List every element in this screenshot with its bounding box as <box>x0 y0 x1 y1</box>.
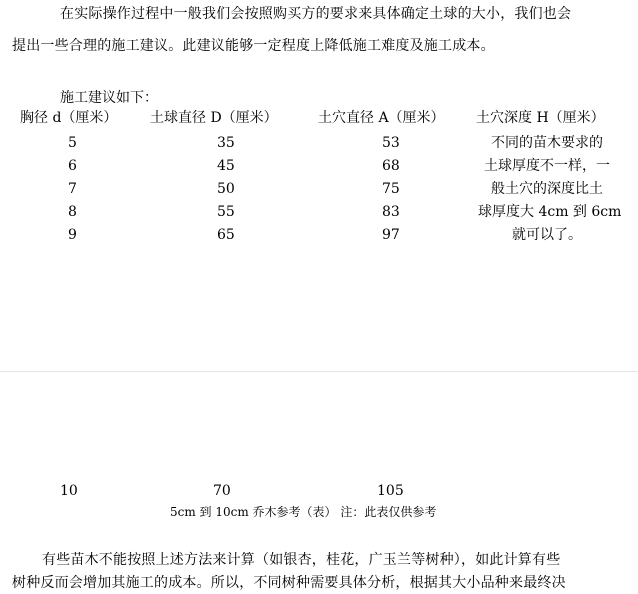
header-trunk-diameter: 胸径 d（厘米） <box>20 110 118 126</box>
header-root-ball-diameter: 土球直径 D（厘米） <box>150 110 278 126</box>
row-3-pit-diameter: 75 <box>382 181 400 197</box>
row-1-root-ball-diameter: 35 <box>217 135 235 151</box>
depth-note-line-1: 不同的苗木要求的 <box>491 135 603 151</box>
header-pit-diameter: 土穴直径 A（厘米） <box>318 110 445 126</box>
depth-note-line-5: 就可以了。 <box>512 227 582 243</box>
row-4-trunk-diameter: 8 <box>68 204 77 220</box>
depth-note-line-3: 般土穴的深度比土 <box>491 181 603 197</box>
row-1-trunk-diameter: 5 <box>68 135 77 151</box>
table-caption: 5cm 到 10cm 乔木参考（表） 注：此表仅供参考 <box>170 505 437 519</box>
table-label: 施工建议如下： <box>60 90 158 106</box>
row-6-trunk-diameter: 10 <box>60 483 78 499</box>
row-2-root-ball-diameter: 45 <box>217 158 235 174</box>
row-6-pit-diameter: 105 <box>377 483 404 499</box>
outro-line-1: 有些苗木不能按照上述方法来计算（如银杏，桂花，广玉兰等树种），如此计算有些 <box>42 552 561 568</box>
page-break-divider <box>0 371 638 372</box>
row-1-pit-diameter: 53 <box>382 135 400 151</box>
depth-note-line-2: 土球厚度不一样，一 <box>484 158 610 174</box>
row-6-root-ball-diameter: 70 <box>213 483 231 499</box>
depth-note-line-4: 球厚度大 4cm 到 6cm <box>478 204 622 220</box>
row-4-pit-diameter: 83 <box>382 204 400 220</box>
row-3-trunk-diameter: 7 <box>68 181 77 197</box>
row-2-pit-diameter: 68 <box>382 158 400 174</box>
intro-line-2: 提出一些合理的施工建议。此建议能够一定程度上降低施工难度及施工成本。 <box>12 38 495 54</box>
outro-line-2: 树种反而会增加其施工的成本。所以，不同树种需要具体分析，根据其大小品种来最终决 <box>12 575 566 591</box>
row-2-trunk-diameter: 6 <box>68 158 77 174</box>
row-5-pit-diameter: 97 <box>382 227 400 243</box>
intro-line-1: 在实际操作过程中一般我们会按照购买方的要求来具体确定土球的大小，我们也会 <box>60 6 572 22</box>
row-5-trunk-diameter: 9 <box>68 227 77 243</box>
row-3-root-ball-diameter: 50 <box>217 181 235 197</box>
row-5-root-ball-diameter: 65 <box>217 227 235 243</box>
row-4-root-ball-diameter: 55 <box>217 204 235 220</box>
header-pit-depth: 土穴深度 H（厘米） <box>476 110 605 126</box>
